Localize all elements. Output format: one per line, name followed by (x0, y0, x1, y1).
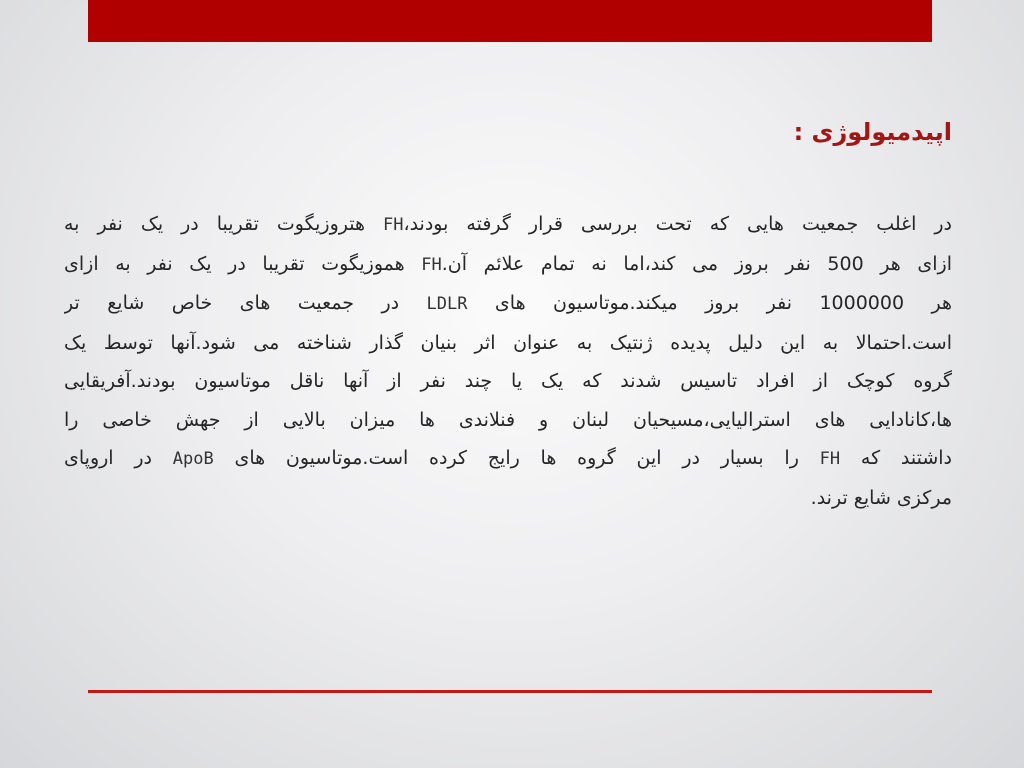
gene-abbreviation: LDLR (426, 294, 468, 314)
paragraph-text: در جمعیت های خاص شایع تر (64, 292, 427, 314)
bottom-divider-line (88, 690, 932, 693)
paragraph-line (64, 362, 952, 401)
paragraph-line (64, 479, 952, 518)
gene-abbreviation: FH (421, 254, 442, 275)
paragraph-text: ازای هر 500 نفر بروز می کند،اما نه تمام علائم آن. (441, 252, 952, 275)
paragraph-text: مرکزی شایع ترند. (810, 486, 952, 509)
paragraph-text: گروه کوچک از افراد تاسیس شدند که یک یا چند نفر از آنها ناقل موتاسیون بودند.آفریقایی (64, 370, 952, 392)
slide-body-paragraph (64, 205, 952, 517)
paragraph-text: هتروزیگوت تقریبا در یک نفر به (64, 213, 383, 235)
paragraph-text: است.احتمالا به این دلیل پدیده ژنتیک به عنوان اثر بنیان گذار شناخته می شود.آنها توسط یک (64, 331, 952, 354)
paragraph-line (64, 245, 952, 285)
paragraph-text: در اغلب جمعیت هایی که تحت بررسی قرار گرفته بودند، (403, 213, 952, 235)
slide-title: اپیدمیولوژی : (793, 118, 952, 146)
paragraph-line (64, 324, 952, 363)
paragraph-text: هموزیگوت تقریبا در یک نفر به ازای (64, 252, 422, 275)
paragraph-line (64, 439, 952, 479)
paragraph-line (64, 401, 952, 440)
gene-abbreviation: ApoB (172, 449, 214, 469)
gene-abbreviation: FH (382, 215, 404, 235)
paragraph-text: هر 1000000 نفر بروز میکند.موتاسیون های (467, 292, 952, 314)
paragraph-text: را بسیار در این گروه ها رایج کرده است.موتاسیون های (213, 447, 820, 469)
paragraph-line (64, 205, 952, 245)
paragraph-text: داشتند که (840, 447, 952, 469)
gene-abbreviation: FH (819, 449, 841, 469)
paragraph-line (64, 284, 952, 324)
paragraph-text: در اروپای (64, 447, 173, 469)
paragraph-text: ها،کانادایی های استرالیایی،مسیحیان لبنان و فنلاندی ها میزان بالایی از جهش خاصی را (64, 408, 952, 431)
top-accent-band (88, 0, 932, 42)
